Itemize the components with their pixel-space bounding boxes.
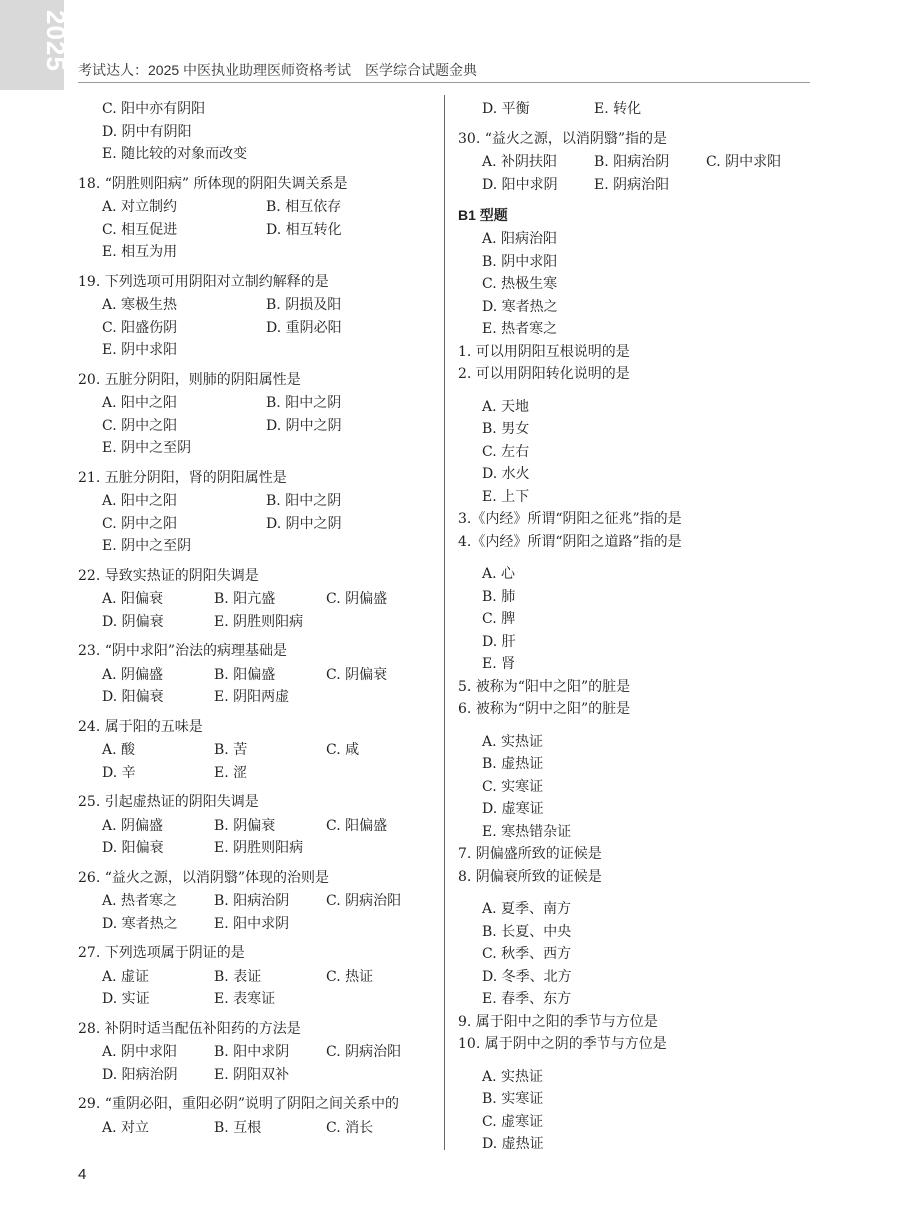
- q25-option-d: D. 阳偏衰: [102, 840, 164, 856]
- q28-stem: 28. 补阴时适当配伍补阳药的方法是: [78, 1020, 301, 1037]
- group4-option: C. 实寒证: [482, 778, 544, 795]
- q18-option-e: E. 相互为用: [102, 244, 178, 260]
- group6-option: D. 虚热证: [482, 1136, 544, 1152]
- group4-option: B. 虚热证: [482, 756, 544, 772]
- q20-option-e: E. 阴中之至阴: [102, 440, 192, 456]
- q30-option-e: E. 阴病治阳: [594, 176, 670, 193]
- group2-option: C. 左右: [482, 443, 530, 460]
- group6-option: C. 虚寒证: [482, 1113, 544, 1130]
- group3-question: 5. 被称为“阳中之阳”的脏是: [458, 678, 631, 695]
- section-heading-b1: B1 型题: [458, 207, 508, 223]
- q29-option-e: E. 转化: [594, 101, 642, 117]
- q24-option-b: B. 苦: [214, 742, 248, 758]
- group5-question: 9. 属于阳中之阳的季节与方位是: [458, 1013, 658, 1030]
- side-tab-year: 2025: [41, 10, 71, 72]
- q27-option-e: E. 表寒证: [214, 991, 276, 1007]
- group3-question: 6. 被称为“阴中之阳”的脏是: [458, 701, 631, 717]
- q24-option-d: D. 辛: [102, 764, 136, 781]
- q18-option-b: B. 相互依存: [266, 199, 342, 215]
- q22-option-c: C. 阴偏盛: [326, 591, 388, 607]
- q22-option-a: A. 阳偏衰: [102, 591, 164, 607]
- q20-stem: 20. 五脏分阴阳，则肺的阴阳属性是: [78, 371, 301, 388]
- group4-question: 7. 阴偏盛所致的证候是: [458, 846, 602, 862]
- q29-option-d: D. 平衡: [482, 101, 530, 117]
- column-divider: [444, 95, 445, 1150]
- group5-option: C. 秋季、西方: [482, 946, 572, 962]
- right-column: [458, 98, 808, 1156]
- q22-option-e: E. 阴胜则阳病: [214, 613, 304, 630]
- q26-stem: 26. “益火之源，以消阴翳”体现的治则是: [78, 869, 330, 886]
- q28-option-e: E. 阴阳双补: [214, 1066, 290, 1083]
- q26-option-b: B. 阳病治阴: [214, 893, 290, 909]
- q27-option-d: D. 实证: [102, 991, 150, 1007]
- group5-option: A. 夏季、南方: [482, 901, 572, 917]
- group1-question: 1. 可以用阴阳互根说明的是: [458, 343, 630, 360]
- group4-question: 8. 阴偏衰所致的证候是: [458, 868, 602, 885]
- q21-option-b: B. 阳中之阴: [266, 493, 342, 509]
- q29-option-b: B. 互根: [214, 1119, 262, 1136]
- q28-option-c: C. 阴病治阳: [326, 1044, 402, 1060]
- q27-option-b: B. 表证: [214, 968, 262, 985]
- q30-stem: 30. “益火之源，以消阴翳”指的是: [458, 130, 668, 147]
- q23-option-d: D. 阳偏衰: [102, 689, 164, 705]
- header-divider: [78, 82, 810, 83]
- group4-option: E. 寒热错杂证: [482, 823, 572, 840]
- q28-option-a: A. 阴中求阳: [102, 1044, 178, 1060]
- q17-option-d: D. 阴中有阴阳: [102, 123, 192, 140]
- group5-question: 10. 属于阴中之阴的季节与方位是: [458, 1036, 667, 1052]
- q26-option-d: D. 寒者热之: [102, 915, 178, 932]
- q24-option-c: C. 咸: [326, 742, 360, 758]
- q23-option-b: B. 阳偏盛: [214, 666, 276, 683]
- q18-option-d: D. 相互转化: [266, 221, 342, 238]
- q25-option-c: C. 阳偏盛: [326, 817, 388, 834]
- q21-option-d: D. 阴中之阴: [266, 515, 342, 532]
- q20-option-d: D. 阴中之阴: [266, 417, 342, 434]
- q23-option-c: C. 阴偏衰: [326, 666, 388, 683]
- q19-option-a: A. 寒极生热: [102, 297, 178, 313]
- q18-stem: 18. “阴胜则阳病” 所体现的阴阳失调关系是: [78, 175, 348, 192]
- q19-option-b: B. 阴损及阳: [266, 297, 342, 313]
- q27-stem: 27. 下列选项属于阴证的是: [78, 945, 245, 961]
- q25-option-a: A. 阴偏盛: [102, 817, 164, 834]
- group1-option: A. 阳病治阳: [482, 231, 558, 247]
- q30-option-b: B. 阳病治阴: [594, 154, 670, 170]
- q23-stem: 23. “阴中求阳”治法的病理基础是: [78, 643, 288, 659]
- group5-option: D. 冬季、北方: [482, 968, 572, 985]
- running-header: [78, 60, 491, 80]
- group3-option: B. 肺: [482, 588, 516, 605]
- group2-option: A. 天地: [482, 398, 530, 415]
- q20-option-a: A. 阳中之阳: [102, 395, 178, 411]
- q25-option-b: B. 阴偏衰: [214, 817, 276, 834]
- q26-option-e: E. 阳中求阴: [214, 915, 290, 932]
- group5-option: E. 春季、东方: [482, 991, 572, 1007]
- q22-option-b: B. 阳亢盛: [214, 591, 276, 607]
- group3-option: D. 肝: [482, 633, 516, 650]
- group4-option: A. 实热证: [482, 733, 544, 750]
- group6-option: A. 实热证: [482, 1068, 544, 1085]
- q22-option-d: D. 阴偏衰: [102, 613, 164, 630]
- group1-option: E. 热者寒之: [482, 321, 558, 337]
- q21-option-a: A. 阳中之阳: [102, 493, 178, 509]
- q30-option-c: C. 阴中求阳: [706, 154, 782, 170]
- left-column: [78, 98, 438, 1139]
- q20-option-c: C. 阴中之阳: [102, 417, 178, 434]
- q25-stem: 25. 引起虚热证的阴阳失调是: [78, 794, 259, 810]
- group4-option: D. 虚寒证: [482, 801, 544, 817]
- group3-option: A. 心: [482, 566, 516, 582]
- q19-option-e: E. 阴中求阳: [102, 342, 178, 358]
- q26-option-c: C. 阴病治阳: [326, 893, 402, 909]
- q28-option-b: B. 阳中求阴: [214, 1044, 290, 1060]
- q21-option-e: E. 阴中之至阴: [102, 538, 192, 554]
- q23-option-e: E. 阴阳两虚: [214, 689, 290, 705]
- q29-stem: 29. “重阴必阳，重阳必阴”说明了阴阳之间关系中的: [78, 1096, 400, 1112]
- q27-option-a: A. 虚证: [102, 968, 150, 985]
- q24-option-a: A. 酸: [102, 742, 136, 758]
- q18-option-c: C. 相互促进: [102, 221, 178, 238]
- q23-option-a: A. 阴偏盛: [102, 666, 164, 683]
- group6-option: B. 实寒证: [482, 1091, 544, 1107]
- q19-option-d: D. 重阴必阳: [266, 319, 342, 336]
- group2-option: B. 男女: [482, 421, 530, 437]
- q17-option-c: C. 阳中亦有阴阳: [102, 101, 206, 117]
- group2-question: 4.《内经》所谓“阴阳之道路”指的是: [458, 533, 682, 550]
- group1-option: D. 寒者热之: [482, 298, 558, 315]
- q30-option-a: A. 补阴扶阳: [482, 154, 558, 170]
- q24-stem: 24. 属于阳的五味是: [78, 718, 203, 735]
- group3-option: C. 脾: [482, 611, 516, 627]
- header-subtitle: 医学综合试题金典: [365, 62, 478, 78]
- q18-option-a: A. 对立制约: [102, 199, 178, 215]
- group1-question: 2. 可以用阴阳转化说明的是: [458, 366, 630, 382]
- group2-option: E. 上下: [482, 488, 530, 505]
- q19-option-c: C. 阳盛伤阴: [102, 319, 178, 336]
- group1-option: B. 阴中求阳: [482, 253, 558, 270]
- q28-option-d: D. 阳病治阴: [102, 1066, 178, 1083]
- group2-question: 3.《内经》所谓“阴阳之征兆”指的是: [458, 511, 682, 527]
- page-number: 4: [78, 1166, 87, 1183]
- q19-stem: 19. 下列选项可用阴阳对立制约解释的是: [78, 273, 329, 290]
- group5-option: B. 长夏、中央: [482, 923, 572, 940]
- side-tab: [0, 0, 71, 90]
- q21-option-c: C. 阴中之阳: [102, 515, 178, 532]
- header-title: 考试达人：2025 中医执业助理医师资格考试: [78, 62, 352, 78]
- q30-option-d: D. 阳中求阴: [482, 176, 558, 193]
- q17-option-e: E. 随比较的对象而改变: [102, 146, 248, 162]
- q21-stem: 21. 五脏分阴阳，肾的阴阳属性是: [78, 469, 287, 486]
- q29-option-a: A. 对立: [102, 1119, 150, 1136]
- q29-option-c: C. 消长: [326, 1119, 374, 1136]
- q22-stem: 22. 导致实热证的阴阳失调是: [78, 567, 259, 584]
- q27-option-c: C. 热证: [326, 968, 374, 985]
- q24-option-e: E. 涩: [214, 764, 248, 781]
- group1-option: C. 热极生寒: [482, 276, 558, 292]
- q25-option-e: E. 阴胜则阳病: [214, 840, 304, 856]
- q20-option-b: B. 阳中之阴: [266, 395, 342, 411]
- q26-option-a: A. 热者寒之: [102, 893, 178, 909]
- group3-option: E. 肾: [482, 656, 516, 672]
- group2-option: D. 水火: [482, 466, 530, 482]
